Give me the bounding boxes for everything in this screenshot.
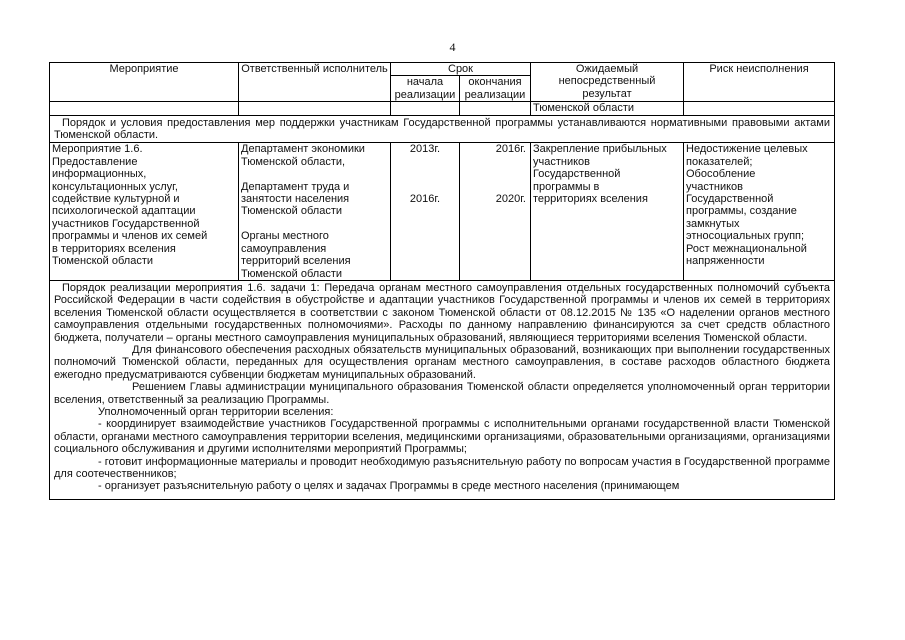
procedure-list-item: - готовит информационные материалы и проводит необходимую разъяснительную работу по вопросам участия в Государственной программе для соотечественников; [54, 455, 830, 480]
procedure-list-item: - организует разъяснительную работу о целях и задачах Программы в среде местного населения (принимающем [98, 480, 680, 493]
page-number: 4 [449, 40, 456, 54]
carryover-row [50, 102, 835, 115]
procedure-paragraph: Решением Главы администрации муниципального образования Тюменской области определяется уполномоченный орган территории вселения, ответственный за реализацию Программы. [54, 381, 830, 406]
measure-result: Закрепление прибыльных участников Государственной программы в территориях вселения [531, 143, 684, 280]
notice-row [50, 115, 835, 143]
procedure-list-item: - координирует взаимодействие участников Государственной программы с исполнительными органами государственной власти Тюменской области, органами местного самоуправления территории вселения, медицинскими организациями, образовательными организациями, организациями социального обслуживания и другими исполнителями мероприятий Программы; [54, 418, 830, 456]
measure-risk: Недостижение целевых показателей; Обособление участников Государственной программы, создание замкнутых этносоциальных групп; Рост межнациональной напряженности [684, 143, 835, 280]
program-table [49, 62, 835, 500]
header-term: Срок [391, 63, 531, 76]
procedure-paragraph: Для финансового обеспечения расходных обязательств муниципальных образований, возникающих при выполнении государственных полномочий Тюменской области, переданных для осуществления органам местного самоуправления, в составе расходов областного бюджета ежегодно предусматриваются субвенции бюджетам муниципальных образований. [54, 343, 830, 381]
header-measure: Мероприятие [50, 63, 239, 102]
header-start: начала реализации [391, 76, 460, 102]
procedure-paragraph: Уполномоченный орган территории вселения: [98, 405, 334, 418]
header-risk: Риск неисполнения [684, 63, 835, 102]
measure-row [50, 143, 835, 280]
header-responsible: Ответственный исполнитель [239, 63, 391, 102]
measure-responsible: Департамент экономики Тюменской области, Департамент труда и занятости населения Тюменской области Органы местного самоуправления территорий вселения Тюменской области [239, 143, 391, 280]
notice-text: Порядок и условия предоставления мер поддержки участникам Государственной программы устанавливаются нормативными правовыми актами Тюменской области. [50, 115, 835, 143]
procedure-paragraph: Порядок реализации мероприятия 1.6. задачи 1: Передача органам местного самоуправления отдельных государственных полномочий субъекта Российской Федерации в части содействия в обустройстве и адаптации участников Государственной программы и членов их семей в территориях вселения Тюменской области осуществляется в соответствии с законом Тюменской области от 08.12.2015 № 135 «О наделении органов местного самоуправления отдельными государственных полномочиями». Расходы по данному направлению финансируются за счет средств областного бюджета, получатели – органы местного самоуправления муниципальных образований, являющиеся территориями вселения Тюменской области. [54, 281, 830, 344]
header-end: окончания реализации [460, 76, 531, 102]
measure-start: 2013г. 2016г. [391, 143, 460, 280]
table-header-row-1 [50, 63, 835, 76]
header-result: Ожидаемый непосредственный результат [531, 63, 684, 102]
measure-end: 2016г. 2020г. [460, 143, 531, 280]
measure-title: Мероприятие 1.6. Предоставление информационных, консультационных услуг, содействие культурной и психологической адаптации участников Государственной программы и членов их семей в территориях вселения Тюменской области [50, 143, 239, 280]
procedure-cell [50, 280, 835, 499]
procedure-row [50, 280, 835, 499]
carryover-result: Тюменской области [531, 102, 684, 115]
